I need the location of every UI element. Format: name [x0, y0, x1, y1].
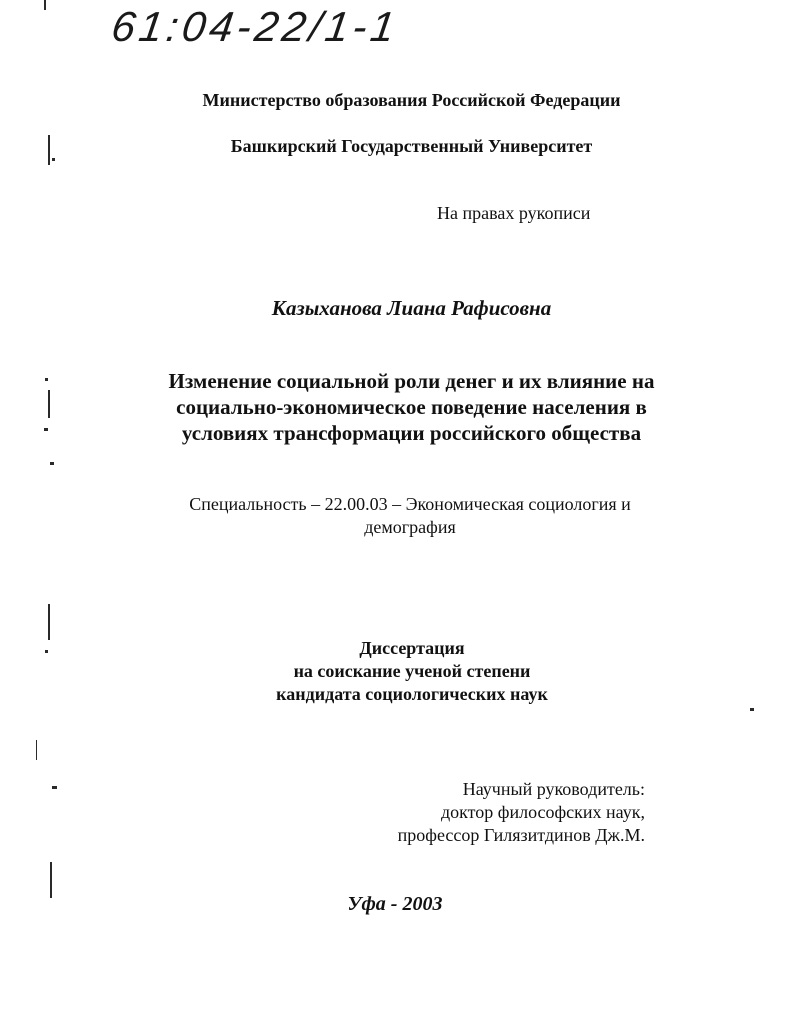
- advisor-line: профессор Гилязитдинов Дж.М.: [397, 825, 645, 845]
- advisor-line: Научный руководитель:: [462, 779, 645, 799]
- specialty-line: демография: [364, 517, 456, 537]
- title-line: Изменение социальной роли денег и их влияние на: [168, 369, 655, 393]
- scan-artifact: [48, 135, 50, 165]
- degree-block: [212, 637, 612, 706]
- scan-artifact: [48, 604, 50, 640]
- scan-artifact: [45, 378, 48, 381]
- degree-line: Диссертация: [359, 638, 465, 658]
- specialty-block: [150, 493, 670, 539]
- scan-artifact: [44, 428, 48, 431]
- degree-line: кандидата социологических наук: [276, 684, 548, 704]
- scan-artifact: [48, 390, 50, 418]
- handwritten-archive-code: 61:04-22/1-1: [108, 3, 402, 50]
- title-line: условиях трансформации российского общества: [181, 421, 642, 445]
- ministry-name: Министерство образования Российской Федерации: [202, 90, 621, 110]
- scan-artifact: [36, 740, 37, 760]
- scan-artifact: [52, 158, 55, 161]
- author-name: Казыханова Лиана Рафисовна: [271, 296, 552, 320]
- advisor-block: [340, 778, 645, 847]
- scan-artifact: [50, 462, 54, 465]
- scan-artifact: [44, 0, 46, 10]
- degree-line: на соискание ученой степени: [293, 661, 531, 681]
- specialty-line: Специальность – 22.00.03 – Экономическая социология и: [189, 494, 631, 514]
- scan-artifact: [750, 708, 754, 711]
- dissertation-title: [130, 368, 693, 446]
- scan-artifact: [50, 862, 52, 898]
- scan-artifact: [45, 650, 48, 653]
- city-year: Уфа - 2003: [347, 893, 443, 915]
- rights-note: На правах рукописи: [437, 203, 591, 223]
- title-line: социально-экономическое поведение населения в: [176, 395, 647, 419]
- advisor-line: доктор философских наук,: [441, 802, 645, 822]
- university-name: Башкирский Государственный Университет: [230, 136, 593, 156]
- scan-artifact: [52, 786, 57, 789]
